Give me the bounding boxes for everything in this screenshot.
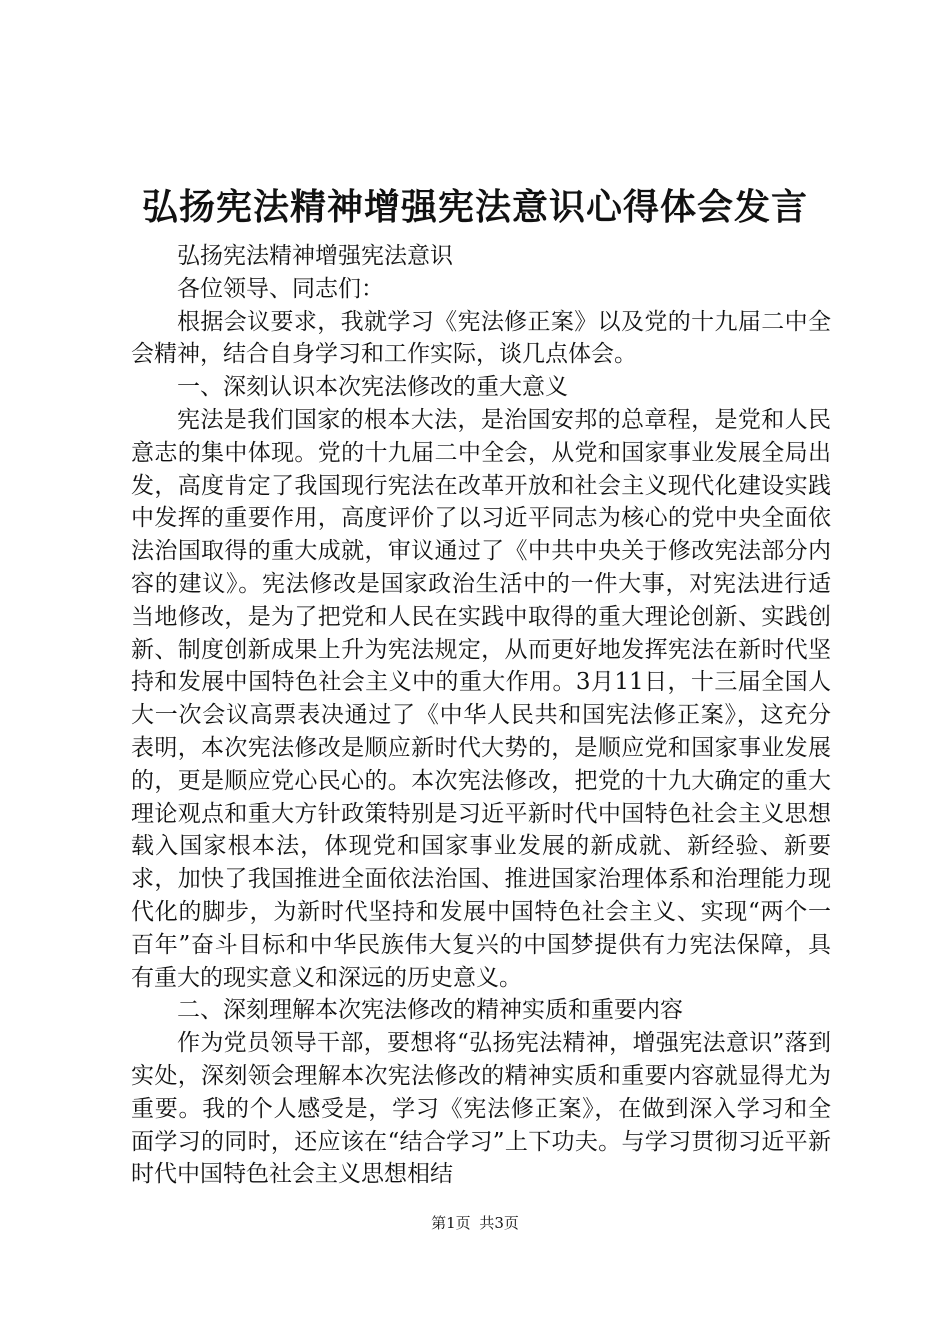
- section-heading-1: 一、深刻认识本次宪法修改的重大意义: [177, 374, 568, 401]
- document-body: [131, 240, 831, 1191]
- body-paragraph: 宪法是我们国家的根本大法，是治国安邦的总章程，是党和人民意志的集中体现。党的十九届二中全会，从党和国家事业发展全局出发，高度肯定了我国现行宪法在改革开放和社会主义现代化建设实践中发挥的重要作用，高度评价了以习近平同志为核心的党中央全面依法治国取得的重大成就，审议通过了《中共中央关于修改宪法部分内容的建议》。宪法修改是国家政治生活中的一件大事，对宪法进行适当地修改，是为了把党和人民在实践中取得的重大理论创新、实践创新、制度创新成果上升为宪法规定，从而更好地发挥宪法在新时代坚持和发展中国特色社会主义中的重大作用。3月11日，十三届全国人大一次会议高票表决通过了《中华人民共和国宪法修正案》，这充分表明，本次宪法修改是顺应新时代大势的，是顺应党和国家事业发展的，更是顺应党心民心的。本次宪法修改，把党的十九大确定的重大理论观点和重大方针政策特别是习近平新时代中国特色社会主义思想载入国家根本法，体现党和国家事业发展的新成就、新经验、新要求，加快了我国推进全面依法治国、推进国家治理体系和治理能力现代化的脚步，为新时代坚持和发展中国特色社会主义、实现“两个一百年”奋斗目标和中华民族伟大复兴的中国梦提供有力宪法保障，具有重大的现实意义和深远的历史意义。: [131, 406, 831, 991]
- page-footer: [0, 1213, 950, 1233]
- body-paragraph: 作为党员领导干部，要想将“弘扬宪法精神，增强宪法意识”落到实处，深刻领会理解本次宪法修改的精神实质和重要内容就显得尤为重要。我的个人感受是，学习《宪法修正案》，在做到深入学习和全面学习的同时，还应该在“结合学习”上下功夫。与学习贯彻习近平新时代中国特色社会主义思想相结: [131, 1030, 831, 1188]
- page-total: 共3页: [479, 1214, 519, 1232]
- subtitle-paragraph: 弘扬宪法精神增强宪法意识: [177, 243, 453, 269]
- salutation-paragraph: 各位领导、同志们：: [177, 275, 384, 302]
- section-heading-2: 二、深刻理解本次宪法修改的精神实质和重要内容: [177, 997, 683, 1024]
- document-title: 弘扬宪法精神增强宪法意识心得体会发言: [141, 187, 808, 228]
- intro-paragraph: 根据会议要求，我就学习《宪法修正案》以及党的十九届二中全会精神，结合自身学习和工作实际，谈几点体会。: [131, 308, 831, 368]
- page-number: 第1页: [431, 1214, 471, 1232]
